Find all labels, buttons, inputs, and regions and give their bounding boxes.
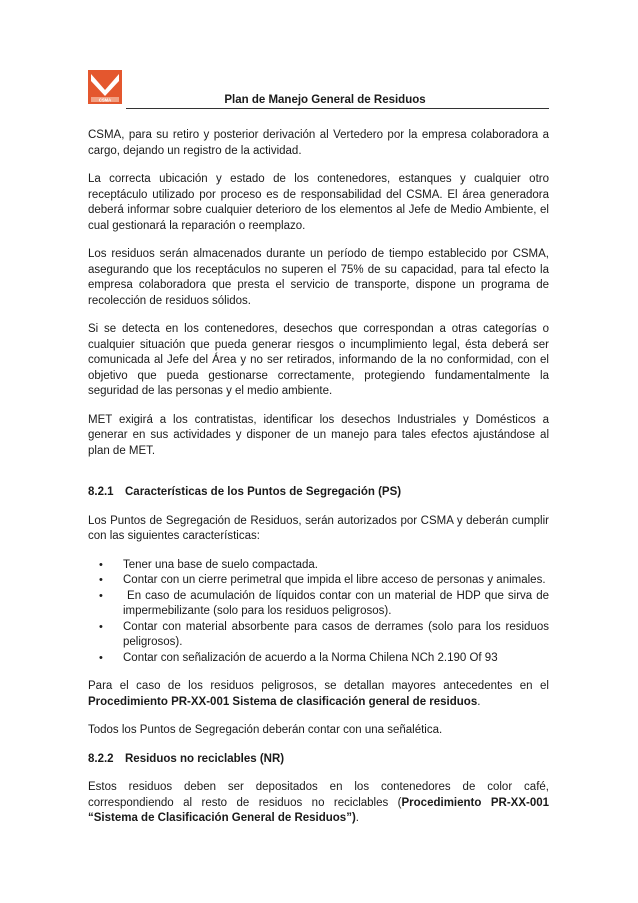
section-heading-8-2-2 [88, 752, 549, 768]
paragraph-retiro: CSMA, para su retiro y posterior derivación al Vertedero por la empresa colaboradora a cargo, dejando un registro de la actividad. [88, 129, 549, 157]
paragraph-almacenamiento: Los residuos serán almacenados durante un período de tiempo establecido por CSMA, asegurando que los receptáculos no superen el 75% de su capacidad, para tal efecto la empresa colaboradora que presta el servicio de transporte, dispone un programa de recolección de residuos sólidos. [88, 248, 549, 307]
header-title-text: Plan de Manejo General de Residuos [224, 94, 426, 106]
header-divider [126, 108, 549, 109]
section-number: 8.2.2 [88, 752, 114, 765]
page-header-title [0, 94, 638, 106]
procedure-reference: Procedimiento PR-XX-001 “Sistema de Clasificación General de Residuos”) [88, 796, 549, 824]
logo-text: CSMA [98, 97, 112, 103]
list-item [99, 651, 549, 667]
paragraph-ubicacion: La correcta ubicación y estado de los contenedores, estanques y cualquier otro receptáculo utilizado por proceso es de responsabilidad del CSMA. El área generadora deberá informar sobre cualquier deterioro de los elementos al Jefe de Medio Ambiente, el cual gestionará la reparación o reemplazo. [88, 173, 549, 232]
list-item-text: Contar con un cierre perimetral que impida el libre acceso de personas y animales. [123, 574, 546, 586]
procedure-reference: Procedimiento PR-XX-001 Sistema de clasificación general de residuos [88, 695, 478, 708]
requirements-list [88, 558, 553, 667]
section-title: Características de los Puntos de Segregación (PS) [125, 486, 402, 498]
section-heading-8-2-1 [88, 485, 549, 501]
section-title: Residuos no reciclables (NR) [125, 752, 285, 765]
document-body [88, 128, 553, 840]
list-item-text: Tener una base de suelo compactada. [123, 558, 318, 571]
section-number: 8.2.1 [88, 486, 114, 498]
bullet-icon: • [99, 651, 103, 664]
list-item [99, 589, 553, 620]
paragraph-text: Para el caso de los residuos peligrosos, se detallan mayores antecedentes en el [88, 680, 549, 692]
list-item-text: Contar con señalización de acuerdo a la Norma Chilena NCh 2.190 Of 93 [123, 651, 498, 664]
paragraph-text: Estos residuos deben ser depositados en los contenedores de color café, correspondiendo al resto de residuos no reciclables ( [88, 781, 549, 809]
list-item-text: En caso de acumulación de líquidos contar con un material de HDP que sirva de impermebilizante (solo para los residuos peligrosos). [123, 589, 553, 617]
list-item [99, 573, 549, 589]
paragraph-ps-intro: Los Puntos de Segregación de Residuos, serán autorizados por CSMA y deberán cumplir con las siguientes características: [88, 514, 549, 542]
bullet-icon: • [99, 620, 103, 633]
paragraph-text: . [477, 695, 481, 708]
paragraph-senaletica: Todos los Puntos de Segregación deberán contar con una señalética. [88, 724, 443, 736]
bullet-icon: • [99, 574, 103, 586]
list-item-text: Contar con material absorbente para casos de derrames (solo para los residuos peligrosos). [123, 620, 549, 648]
bullet-icon: • [99, 589, 103, 602]
paragraph-peligrosos [88, 679, 549, 710]
list-item [99, 558, 549, 574]
paragraph-deteccion: Si se detecta en los contenedores, desechos que correspondan a otras categorías o cualquier situación que pueda generar riesgos o incumplimiento legal, ésta deberá ser comunicada al Jefe del Área y no ser retirados, informando de la no conformidad, con el objetivo que pueda gestionarse correctamente, protegiendo fundamentalmente la seguridad de las personas y el medio ambiente. [88, 323, 549, 397]
bullet-icon: • [99, 558, 103, 571]
paragraph-no-reciclables [88, 780, 549, 827]
paragraph-contratistas: MET exigirá a los contratistas, identificar los desechos Industriales y Domésticos a generar en sus actividades y disponer de un manejo para tales efectos ajustándose al plan de MET. [88, 413, 549, 457]
paragraph-text: . [355, 812, 359, 824]
list-item [99, 620, 549, 651]
